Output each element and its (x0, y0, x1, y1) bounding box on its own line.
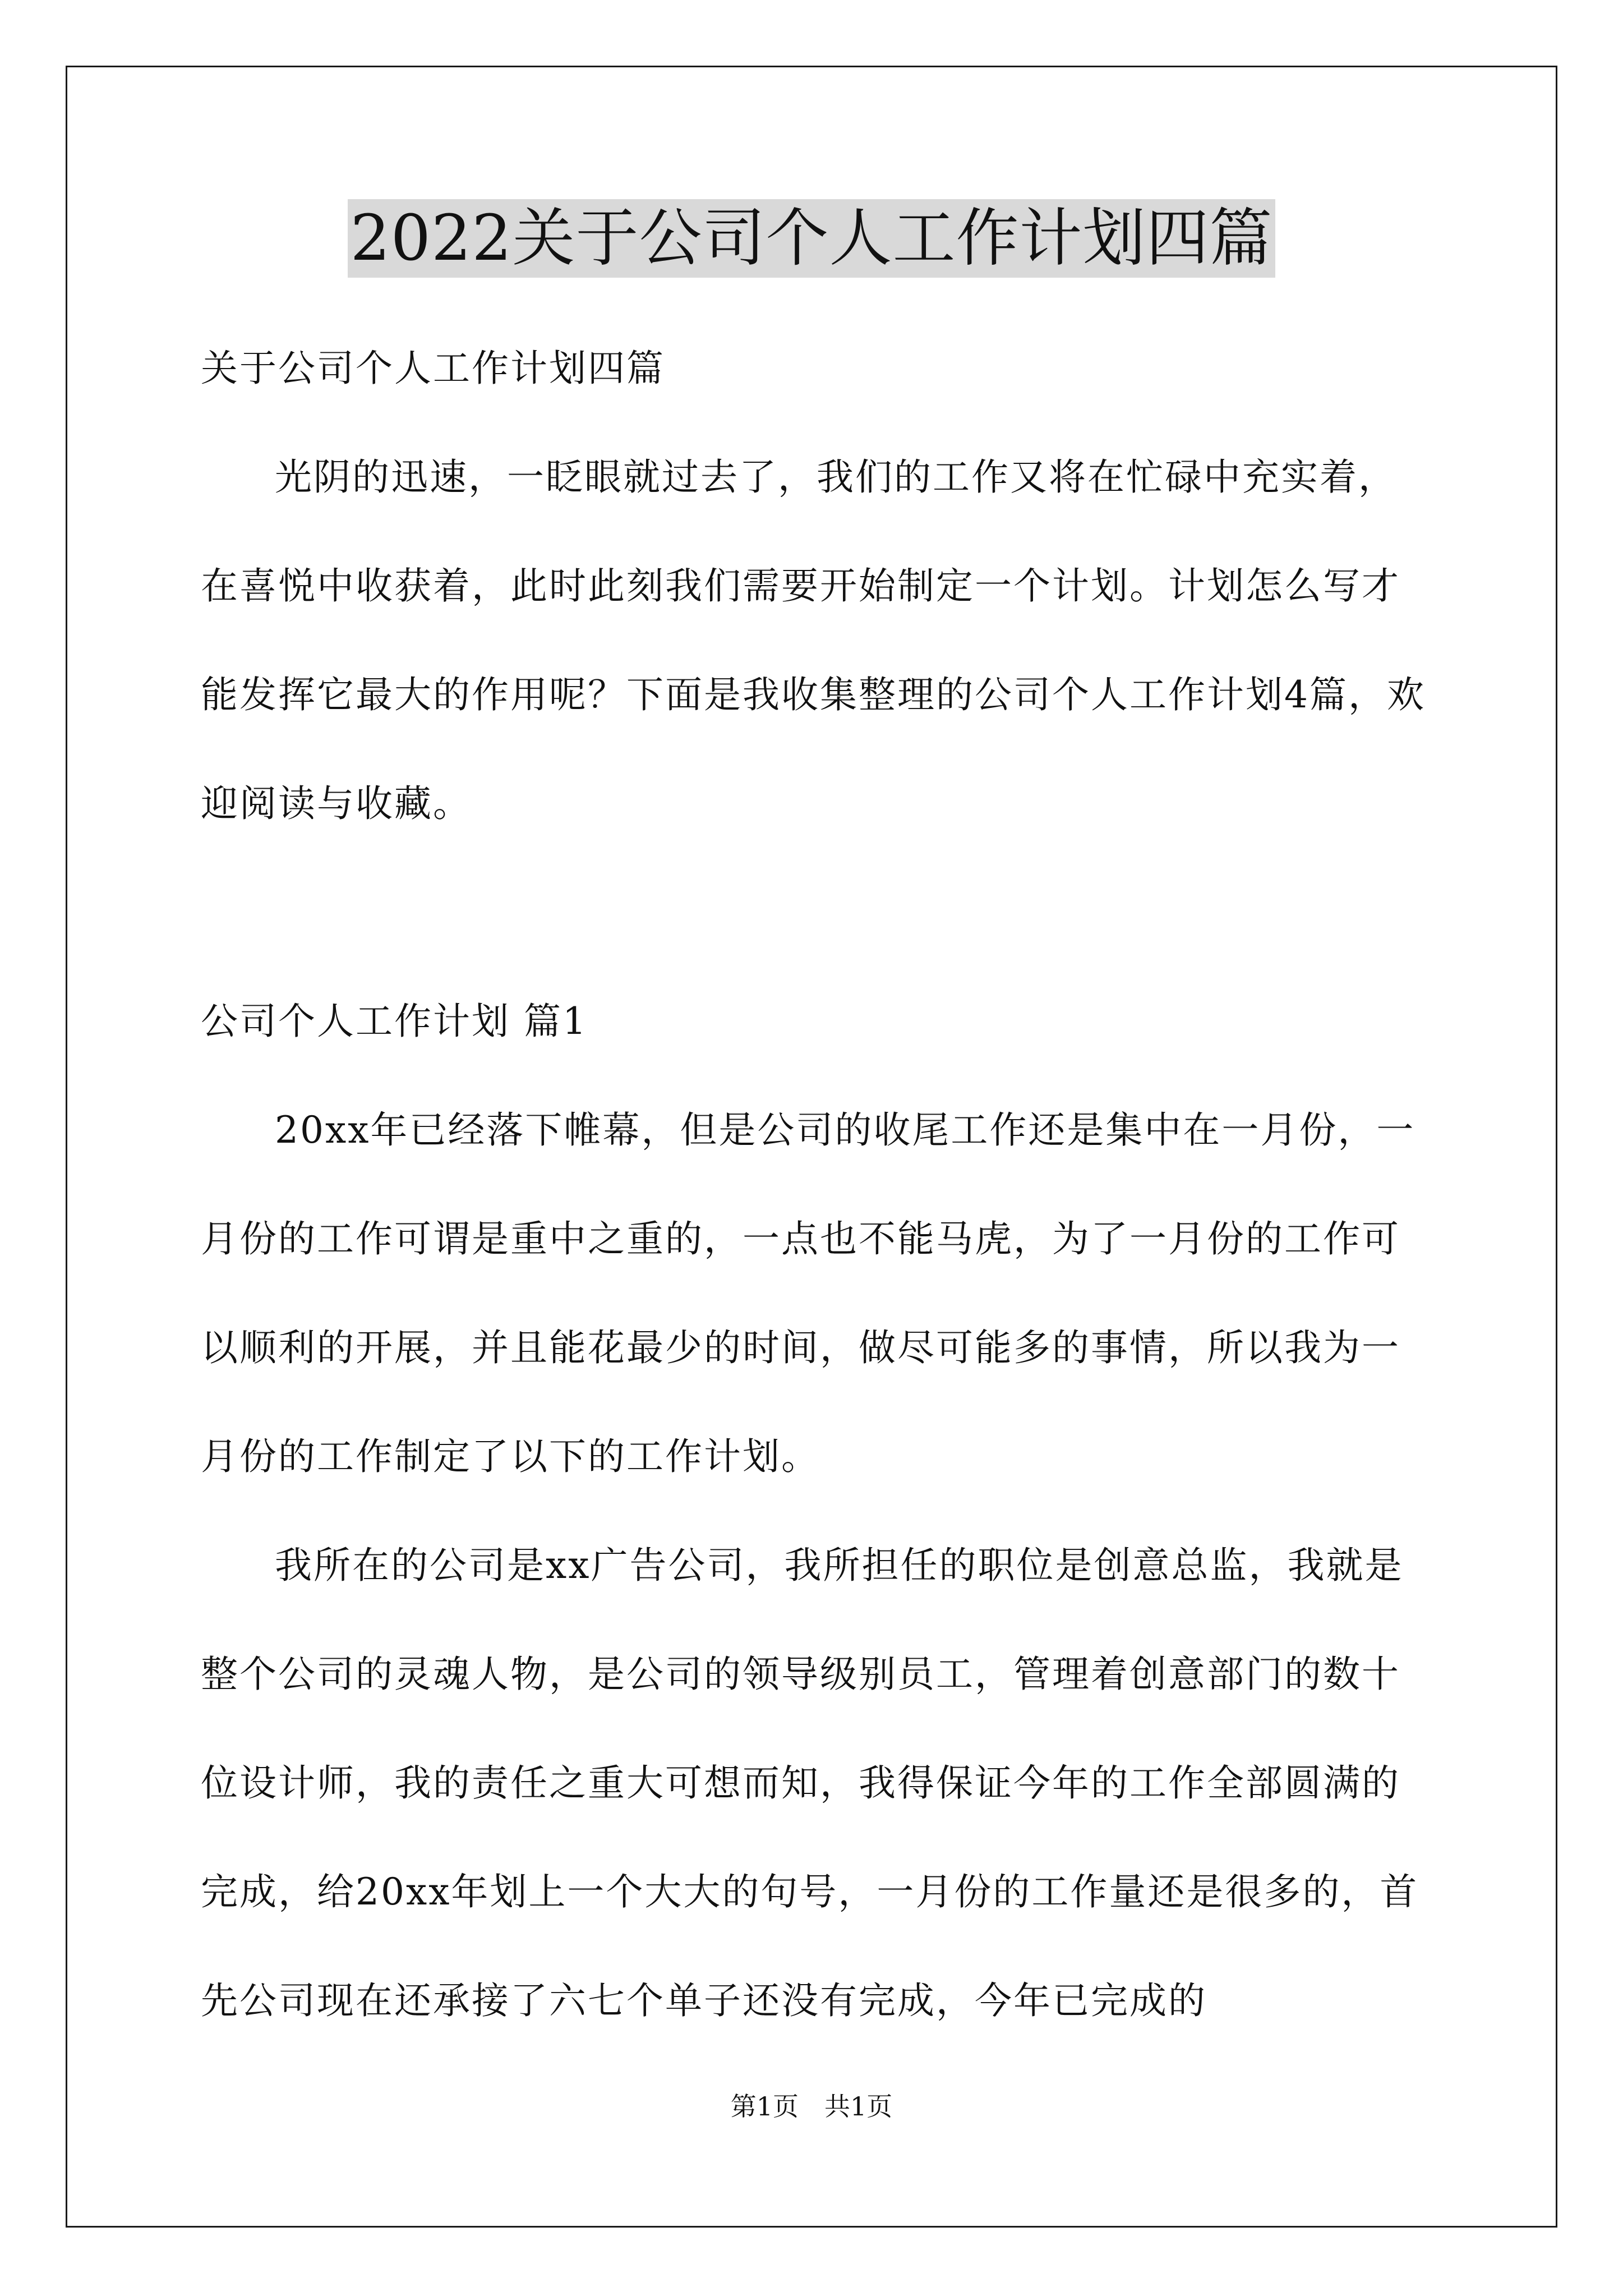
document-body (201, 314, 1435, 2055)
document-title: 2022关于公司个人工作计划四篇 (348, 199, 1275, 278)
intro-paragraph: 光阴的迅速，一眨眼就过去了，我们的工作又将在忙碌中充实着，在喜悦中收获着，此时此刻我们需要开始制定一个计划。计划怎么写才能发挥它最大的作用呢？下面是我收集整理的公司个人工作计划4篇，欢迎阅读与收藏。 (201, 455, 1426, 825)
section-heading: 公司个人工作计划 篇1 (201, 1000, 588, 1043)
title-container (0, 199, 1623, 278)
section-spacer (201, 858, 1435, 967)
page-footer: 第1页 共1页 (730, 2091, 893, 2122)
body-paragraph: 我所在的公司是xx广告公司，我所担任的职位是创意总监，我就是整个公司的灵魂人物，是公司的领导级别员工，管理着创意部门的数十位设计师，我的责任之重大可想而知，我得保证今年的工作全部圆满的完成，给20xx年划上一个大大的句号，一月份的工作量还是很多的，首先公司现在还承接了六七个单子还没有完成，今年已完成的 (201, 1544, 1419, 2022)
document-subtitle: 关于公司个人工作计划四篇 (201, 347, 665, 390)
body-paragraph: 20xx年已经落下帷幕，但是公司的收尾工作还是集中在一月份，一月份的工作可谓是重中之重的，一点也不能马虎，为了一月份的工作可以顺利的开展，并且能花最少的时间，做尽可能多的事情，所以我为一月份的工作制定了以下的工作计划。 (201, 1108, 1415, 1478)
